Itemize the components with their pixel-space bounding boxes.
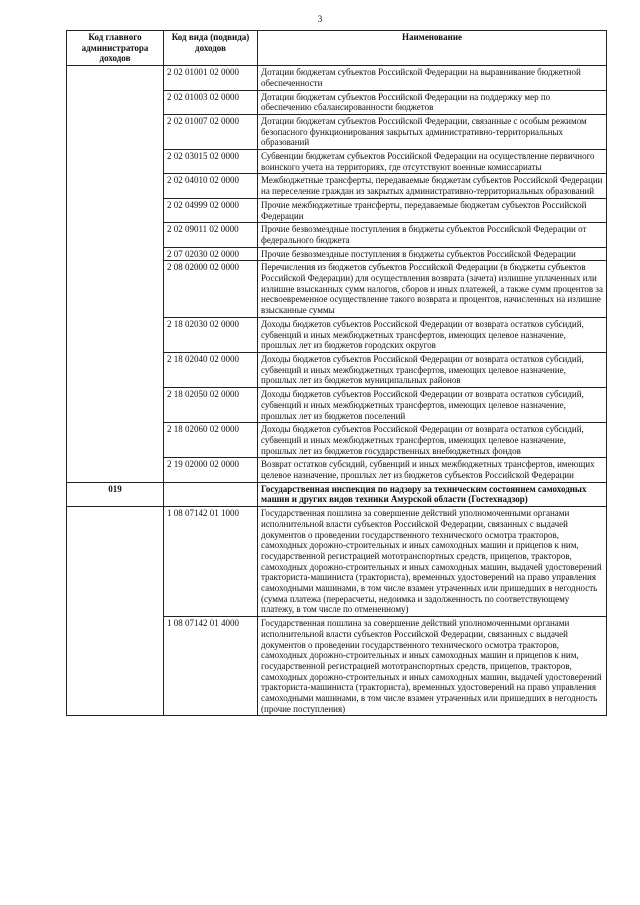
revenue-name-cell: Государственная пошлина за совершение действий уполномоченными органами исполнительной власти субъектов Российской Федерации, связанных с выдачей документов о проведении государственного технического осмотра тракторов, самоходных дорожно-строительных и иных самоходных машин и прицепов к ним, государственной регистрацией мототранспортных средств, прицепов, тракторов, самоходных дорожно-строительных и иных самоходных машин, выдачей удостоверений тракториста-машиниста (тракториста), временных удостоверений на право управления самоходными машинами, в том числе взамен утраченных или пришедших в негодность (прочие поступления) xyxy=(258,617,607,716)
agency-empty-cell xyxy=(164,482,258,506)
revenue-name-cell: Доходы бюджетов субъектов Российской Федерации от возврата остатков субсидий, субвенций и иных межбюджетных трансфертов, имеющих целевое назначение, прошлых лет из бюджетов государственных внебюджетных фондов xyxy=(258,423,607,458)
agency-name-cell: Государственная инспекция по надзору за техническим состоянием самоходных машин и других видов техники Амурской области (Гостехнадзор) xyxy=(258,482,607,506)
revenue-name-cell: Дотации бюджетам субъектов Российской Федерации на поддержку мер по обеспечению сбалансированности бюджетов xyxy=(258,90,607,114)
revenue-code-cell: 2 07 02030 02 0000 xyxy=(164,247,258,261)
revenue-name-cell: Прочие безвозмездные поступления в бюджеты субъектов Российской Федерации от федерального бюджета xyxy=(258,223,607,247)
revenue-code-cell: 2 18 02050 02 0000 xyxy=(164,388,258,423)
revenue-code-cell: 2 18 02040 02 0000 xyxy=(164,352,258,387)
table-header-row xyxy=(67,31,607,66)
revenue-code-cell: 2 02 01001 02 0000 xyxy=(164,66,258,90)
revenue-code-cell: 2 02 01007 02 0000 xyxy=(164,114,258,149)
revenue-name-cell: Прочие безвозмездные поступления в бюджеты субъектов Российской Федерации xyxy=(258,247,607,261)
revenue-code-cell: 1 08 07142 01 4000 xyxy=(164,617,258,716)
revenue-name-cell: Дотации бюджетам субъектов Российской Федерации на выравнивание бюджетной обеспеченности xyxy=(258,66,607,90)
revenue-code-cell: 1 08 07142 01 1000 xyxy=(164,507,258,617)
revenue-table xyxy=(66,30,607,716)
revenue-code-cell: 2 02 03015 02 0000 xyxy=(164,150,258,174)
revenue-code-cell: 2 02 04999 02 0000 xyxy=(164,198,258,222)
header-admin-code: Код главного администратора доходов xyxy=(67,31,164,66)
agency-row xyxy=(67,482,607,506)
revenue-name-cell: Доходы бюджетов субъектов Российской Федерации от возврата остатков субсидий, субвенций и иных межбюджетных трансфертов, имеющих целевое назначение, прошлых лет из бюджетов поселений xyxy=(258,388,607,423)
page-number: 3 xyxy=(317,14,323,24)
header-revenue-code: Код вида (подвида) доходов xyxy=(164,31,258,66)
header-name: Наименование xyxy=(258,31,607,66)
agency-code-cell: 019 xyxy=(67,482,164,506)
revenue-code-cell: 2 02 01003 02 0000 xyxy=(164,90,258,114)
revenue-name-cell: Доходы бюджетов субъектов Российской Федерации от возврата остатков субсидий, субвенций и иных межбюджетных трансфертов, имеющих целевое назначение, прошлых лет из бюджетов городских округов xyxy=(258,317,607,352)
revenue-code-cell: 2 18 02030 02 0000 xyxy=(164,317,258,352)
table-row xyxy=(67,507,607,617)
admin-code-cell xyxy=(67,507,164,716)
revenue-code-cell: 2 08 02000 02 0000 xyxy=(164,261,258,318)
revenue-name-cell: Перечисления из бюджетов субъектов Российской Федерации (в бюджеты субъектов Российской Федерации) для осуществления возврата (зачета) излишне уплаченных или излишне взысканных сумм налогов, сборов и иных платежей, а также сумм процентов за несвоевременное осуществление такого возврата и процентов, начисленных на излишне взысканные суммы xyxy=(258,261,607,318)
revenue-name-cell: Прочие межбюджетные трансферты, передаваемые бюджетам субъектов Российской Федерации xyxy=(258,198,607,222)
revenue-name-cell: Межбюджетные трансферты, передаваемые бюджетам субъектов Российской Федерации на переселение граждан из закрытых административно-территориальных образований xyxy=(258,174,607,198)
revenue-name-cell: Субвенции бюджетам субъектов Российской Федерации на осуществление первичного воинского учета на территориях, где отсутствуют военные комиссариаты xyxy=(258,150,607,174)
revenue-code-cell: 2 19 02000 02 0000 xyxy=(164,458,258,482)
revenue-code-cell: 2 02 04010 02 0000 xyxy=(164,174,258,198)
revenue-code-cell: 2 18 02060 02 0000 xyxy=(164,423,258,458)
revenue-name-cell: Доходы бюджетов субъектов Российской Федерации от возврата остатков субсидий, субвенций и иных межбюджетных трансфертов, имеющих целевое назначение, прошлых лет из бюджетов муниципальных районов xyxy=(258,352,607,387)
table-row xyxy=(67,66,607,90)
revenue-name-cell: Дотации бюджетам субъектов Российской Федерации, связанные с особым режимом безопасного функционирования закрытых административно-территориальных образований xyxy=(258,114,607,149)
revenue-name-cell: Государственная пошлина за совершение действий уполномоченными органами исполнительной власти субъектов Российской Федерации, связанных с выдачей документов о проведении государственного технического осмотра тракторов, самоходных дорожно-строительных и иных самоходных машин и прицепов к ним, государственной регистрацией мототранспортных средств, прицепов, тракторов, самоходных дорожно-строительных и иных самоходных машин, выдачей удостоверений тракториста-машиниста (тракториста), временных удостоверений на право управления самоходными машинами, в том числе взамен утраченных или пришедших в негодность (сумма платежа (перерасчеты, недоимка и задолженность по соответствующему платежу, в том числе по отмененному) xyxy=(258,507,607,617)
revenue-name-cell: Возврат остатков субсидий, субвенций и иных межбюджетных трансфертов, имеющих целевое назначение, прошлых лет из бюджетов субъектов Российской Федерации xyxy=(258,458,607,482)
admin-code-cell xyxy=(67,66,164,483)
revenue-code-cell: 2 02 09011 02 0000 xyxy=(164,223,258,247)
